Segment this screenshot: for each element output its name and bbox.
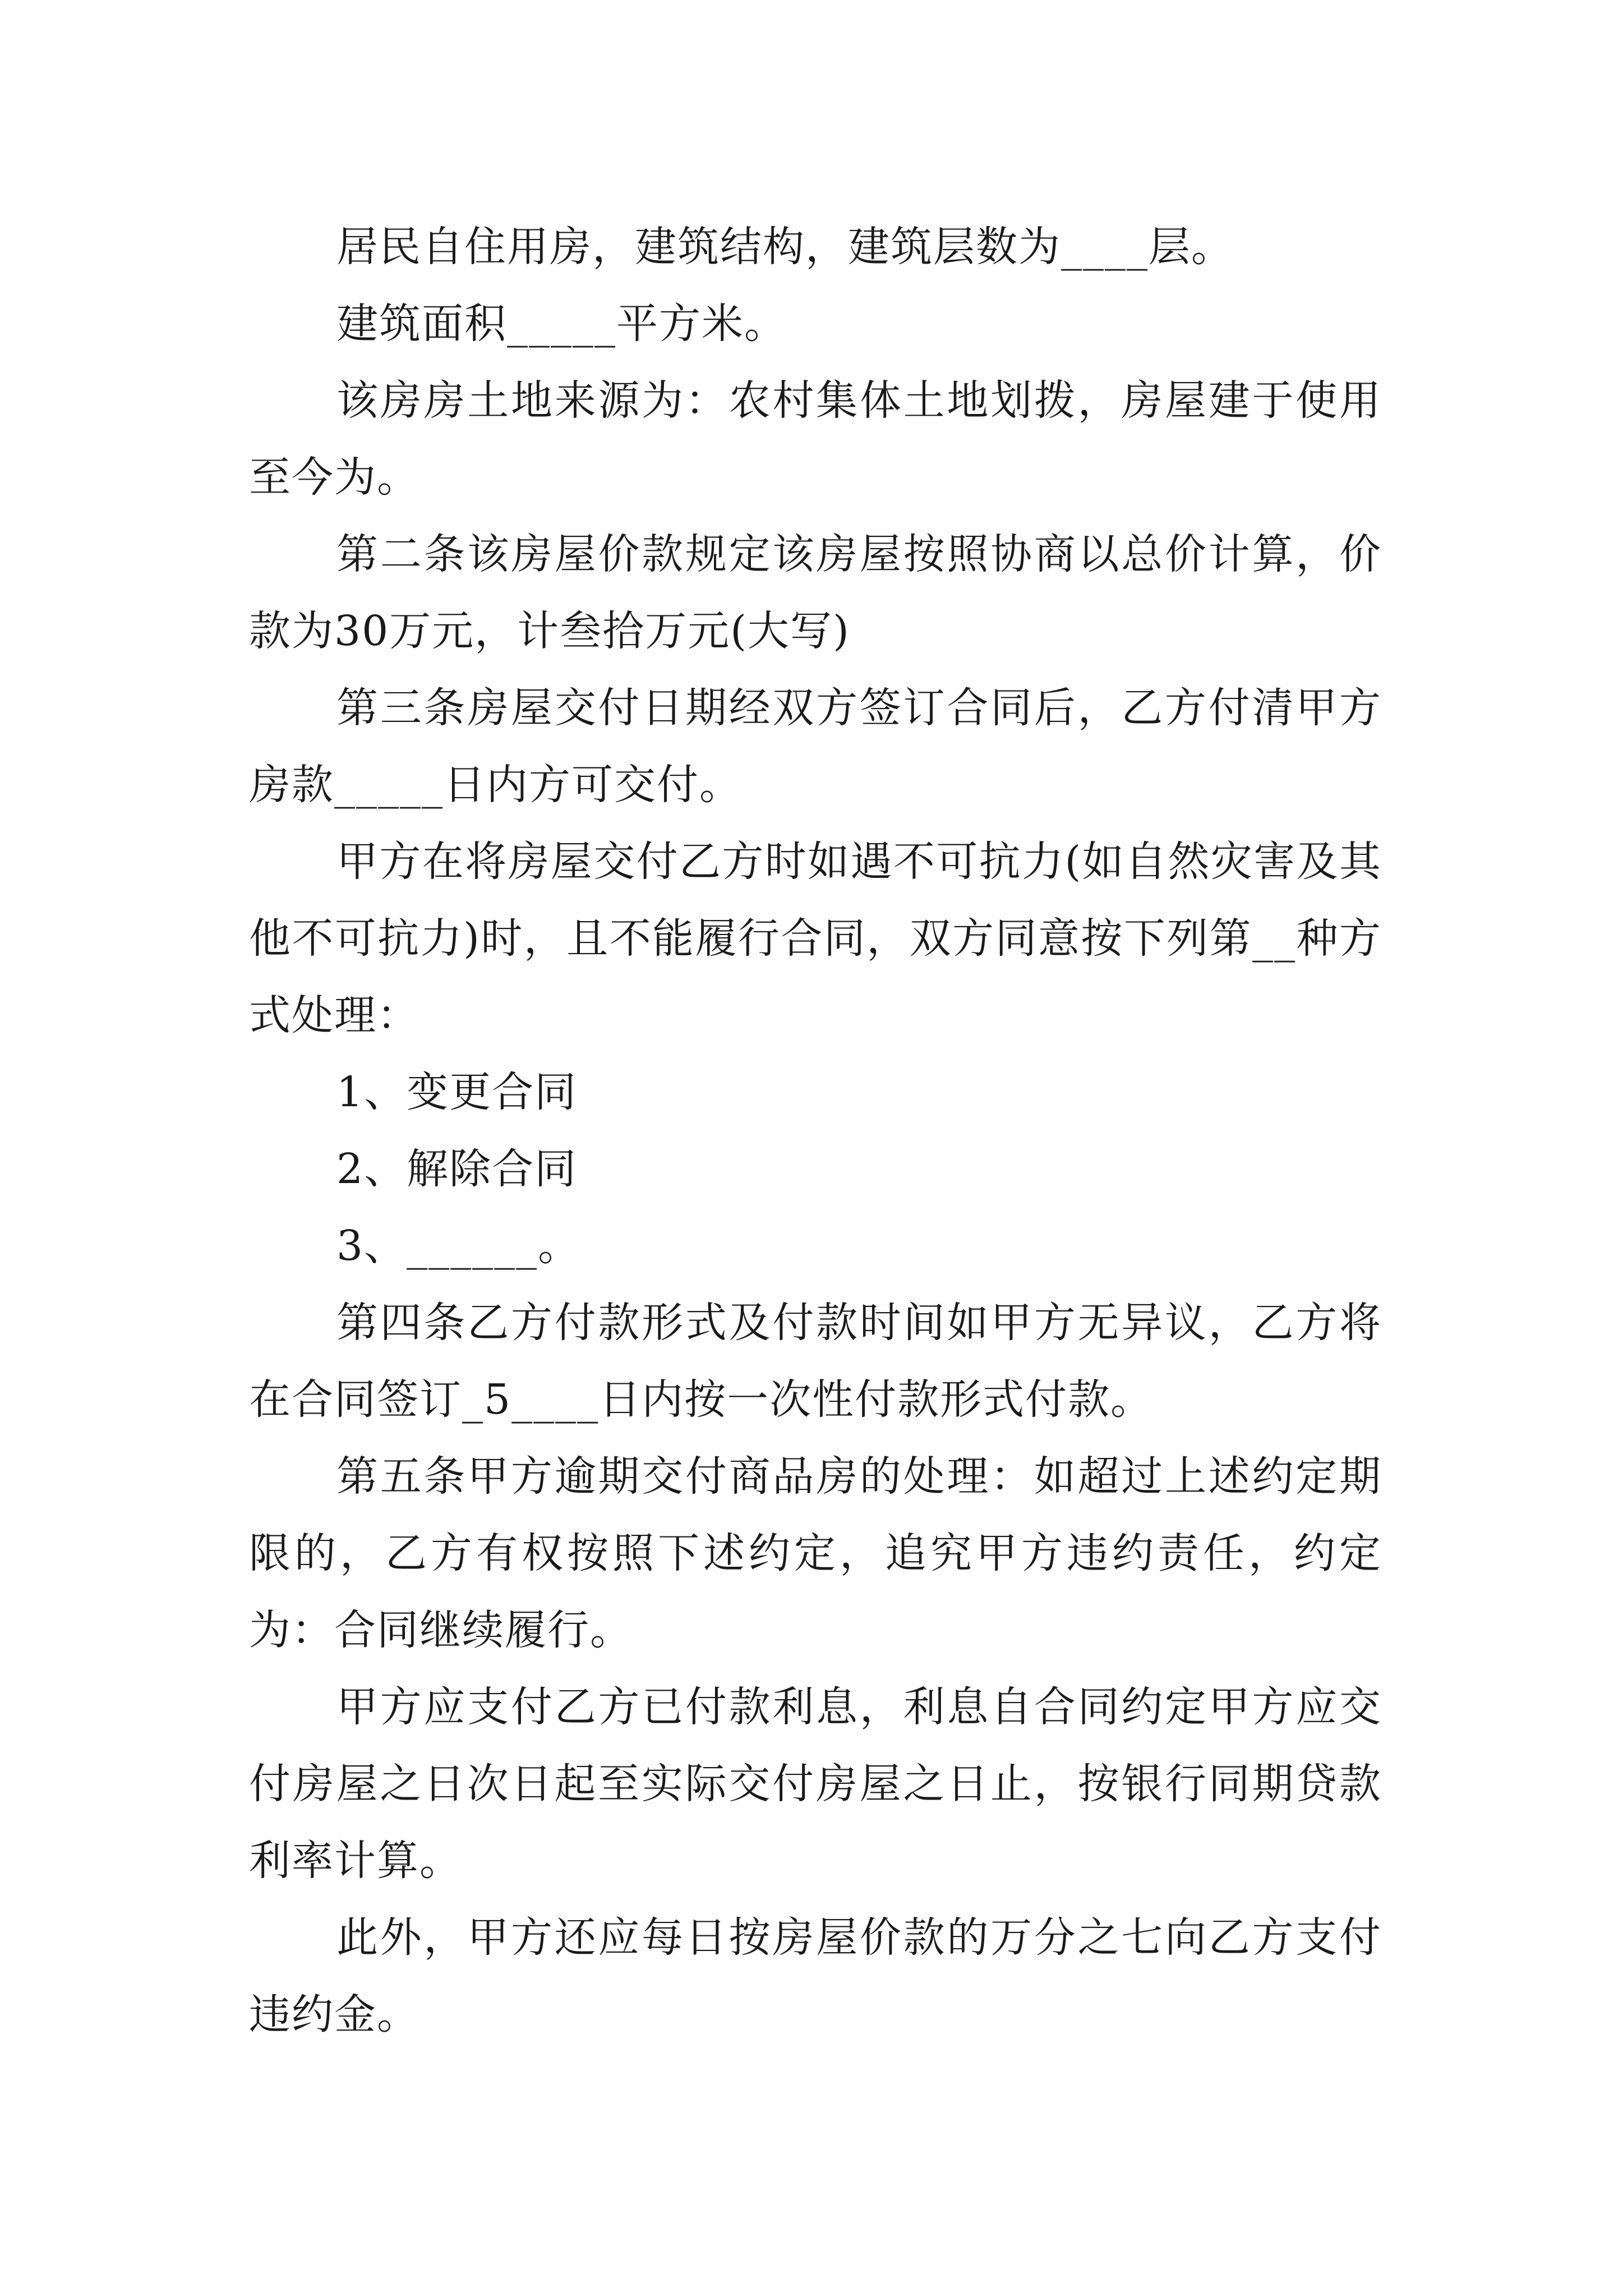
paragraph-penalty: 此外，甲方还应每日按房屋价款的万分之七向乙方支付违约金。 <box>249 1913 1382 2039</box>
paragraph-interest: 甲方应支付乙方已付款利息，利息自合同约定甲方应交付房屋之日次日起至实际交付房屋之日止，按银行同期贷款利率计算。 <box>249 1683 1382 1885</box>
paragraph-force-majeure: 甲方在将房屋交付乙方时如遇不可抗力(如自然灾害及其他不可抗力)时，且不能履行合同，双方同意按下列第__种方式处理： <box>249 838 1382 1039</box>
paragraph-article-2-price: 第二条该房屋价款规定该房屋按照协商以总价计算，价款为30万元，计叁拾万元(大写) <box>249 530 1382 655</box>
paragraph-article-3-delivery: 第三条房屋交付日期经双方签订合同后，乙方付清甲方房款_____日内方可交付。 <box>249 684 1382 809</box>
paragraph-land-source: 该房房土地来源为：农村集体土地划拨，房屋建于使用至今为。 <box>249 376 1382 501</box>
paragraph-building-floors: 居民自住用房，建筑结构，建筑层数为____层。 <box>336 223 1234 271</box>
paragraph-article-4-payment: 第四条乙方付款形式及付款时间如甲方无异议，乙方将在合同签订_5____日内按一次性付款形式付款。 <box>249 1299 1382 1424</box>
list-item-1: 1、变更合同 <box>336 1068 578 1116</box>
paragraph-article-5-overdue: 第五条甲方逾期交付商品房的处理：如超过上述约定期限的，乙方有权按照下述约定，追究甲方违约责任，约定为：合同继续履行。 <box>249 1452 1382 1654</box>
list-item-2: 2、解除合同 <box>336 1145 578 1193</box>
list-item-3: 3、______。 <box>336 1222 581 1270</box>
document-body <box>249 209 1382 2053</box>
paragraph-building-area: 建筑面积_____平方米。 <box>336 300 787 348</box>
